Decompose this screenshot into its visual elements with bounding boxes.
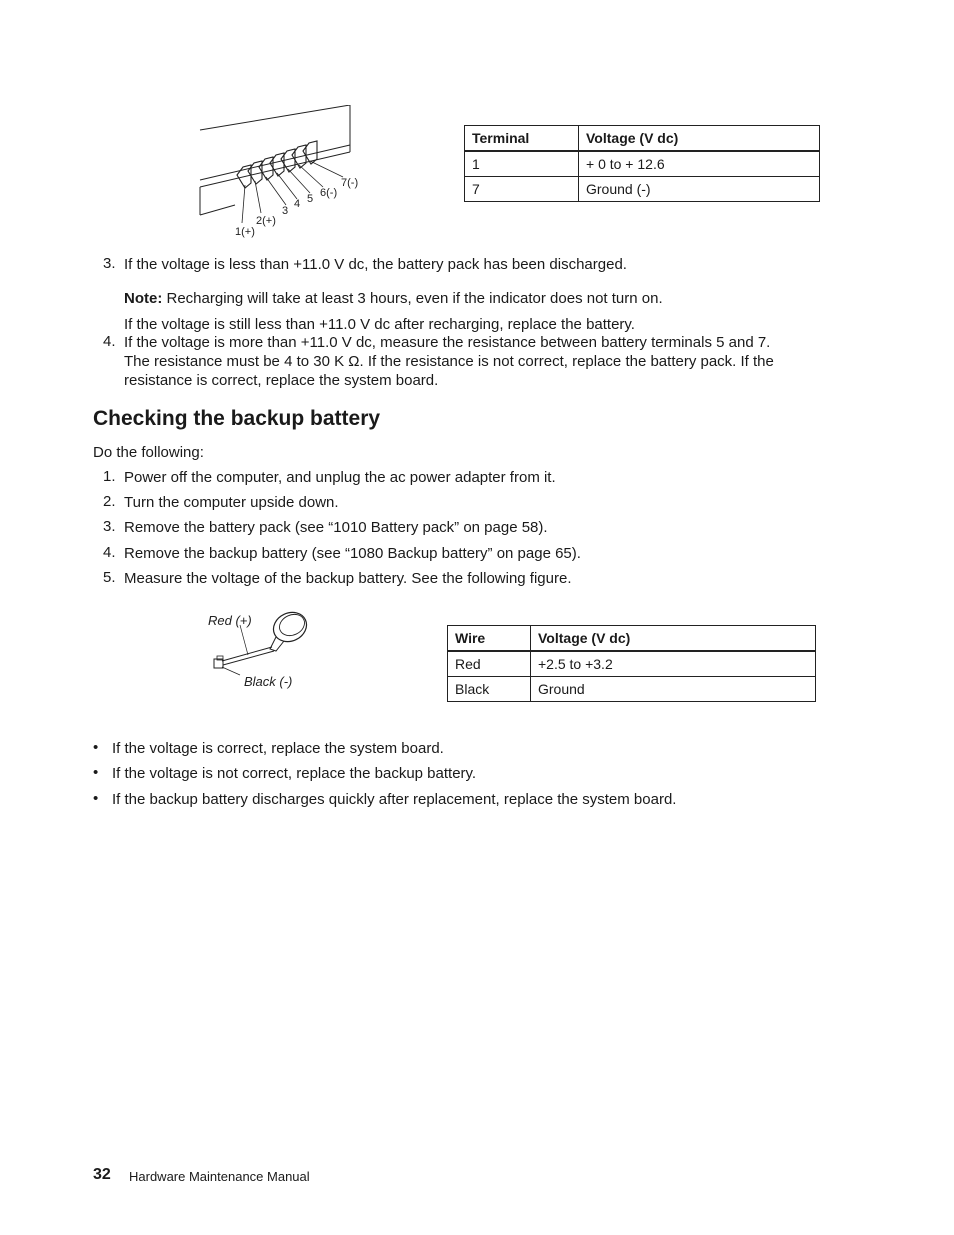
- wire-voltage-table: [447, 625, 816, 702]
- pin-label-5: 5: [307, 193, 314, 205]
- step-number: 4.: [103, 544, 116, 561]
- bullet-icon: •: [93, 790, 99, 807]
- step-text: If the voltage is less than +11.0 V dc, the battery pack has been discharged.: [124, 256, 627, 273]
- step-number: 4.: [103, 333, 116, 350]
- step-text-line: If the voltage is more than +11.0 V dc, measure the resistance between battery terminals 5 and 7.: [124, 334, 771, 351]
- table1-header-voltage: Voltage (V dc): [579, 126, 820, 152]
- after-note-text: If the voltage is still less than +11.0 V dc after recharging, replace the battery.: [124, 316, 635, 333]
- step-text: Turn the computer upside down.: [124, 494, 339, 511]
- step-text: Measure the voltage of the backup battery. See the following figure.: [124, 570, 572, 587]
- pin-label-1: 1(+): [235, 226, 255, 238]
- table1-cell: Ground (-): [579, 177, 820, 202]
- step-number: 3.: [103, 255, 116, 272]
- step-text: Remove the battery pack (see “1010 Battery pack” on page 58).: [124, 519, 548, 536]
- step-number: 1.: [103, 468, 116, 485]
- terminal-voltage-table: [464, 125, 820, 202]
- page-number: 32: [93, 1166, 111, 1183]
- bullet-text: If the backup battery discharges quickly after replacement, replace the system board.: [112, 791, 677, 808]
- pin-label-2: 2(+): [256, 215, 276, 227]
- step-text: Power off the computer, and unplug the ac power adapter from it.: [124, 469, 556, 486]
- step-number: 2.: [103, 493, 116, 510]
- red-wire-label: Red (+): [208, 613, 252, 628]
- black-wire-label: Black (-): [244, 674, 293, 689]
- note-paragraph: [124, 289, 663, 308]
- step-number: 3.: [103, 518, 116, 535]
- pin-label-4: 4: [294, 198, 301, 210]
- table-row: [465, 177, 820, 202]
- backup-battery-figure: [200, 605, 320, 695]
- battery-connector-figure: [195, 105, 385, 240]
- bullet-text: If the voltage is not correct, replace the backup battery.: [112, 765, 477, 782]
- table-row: [448, 651, 816, 677]
- footer-title: Hardware Maintenance Manual: [129, 1169, 310, 1184]
- section-intro: Do the following:: [93, 444, 204, 461]
- table1-cell: 7: [465, 177, 579, 202]
- pin-label-7: 7(-): [341, 177, 359, 189]
- table2-header-wire: Wire: [448, 626, 531, 652]
- bullet-icon: •: [93, 739, 99, 756]
- bullet-icon: •: [93, 764, 99, 781]
- step-text: Remove the backup battery (see “1080 Backup battery” on page 65).: [124, 545, 581, 562]
- note-text: Recharging will take at least 3 hours, even if the indicator does not turn on.: [166, 290, 663, 307]
- step-text-line: The resistance must be 4 to 30 K Ω. If the resistance is not correct, replace the battery pack. If the: [124, 353, 774, 370]
- table1-cell: + 0 to + 12.6: [579, 151, 820, 177]
- pin-label-6: 6(-): [320, 187, 338, 199]
- table2-header-voltage: Voltage (V dc): [531, 626, 816, 652]
- table2-cell: Black: [448, 677, 531, 702]
- step-number: 5.: [103, 569, 116, 586]
- table1-cell: 1: [465, 151, 579, 177]
- table-row: [465, 151, 820, 177]
- pin-label-3: 3: [282, 205, 289, 217]
- note-label: Note:: [124, 290, 163, 307]
- step-text-line: resistance is correct, replace the system board.: [124, 372, 439, 389]
- bullet-text: If the voltage is correct, replace the system board.: [112, 740, 444, 757]
- table2-cell: Red: [448, 651, 531, 677]
- table-row: [448, 677, 816, 702]
- table2-cell: +2.5 to +3.2: [531, 651, 816, 677]
- table1-header-terminal: Terminal: [465, 126, 579, 152]
- table2-cell: Ground: [531, 677, 816, 702]
- section-heading: Checking the backup battery: [93, 407, 381, 430]
